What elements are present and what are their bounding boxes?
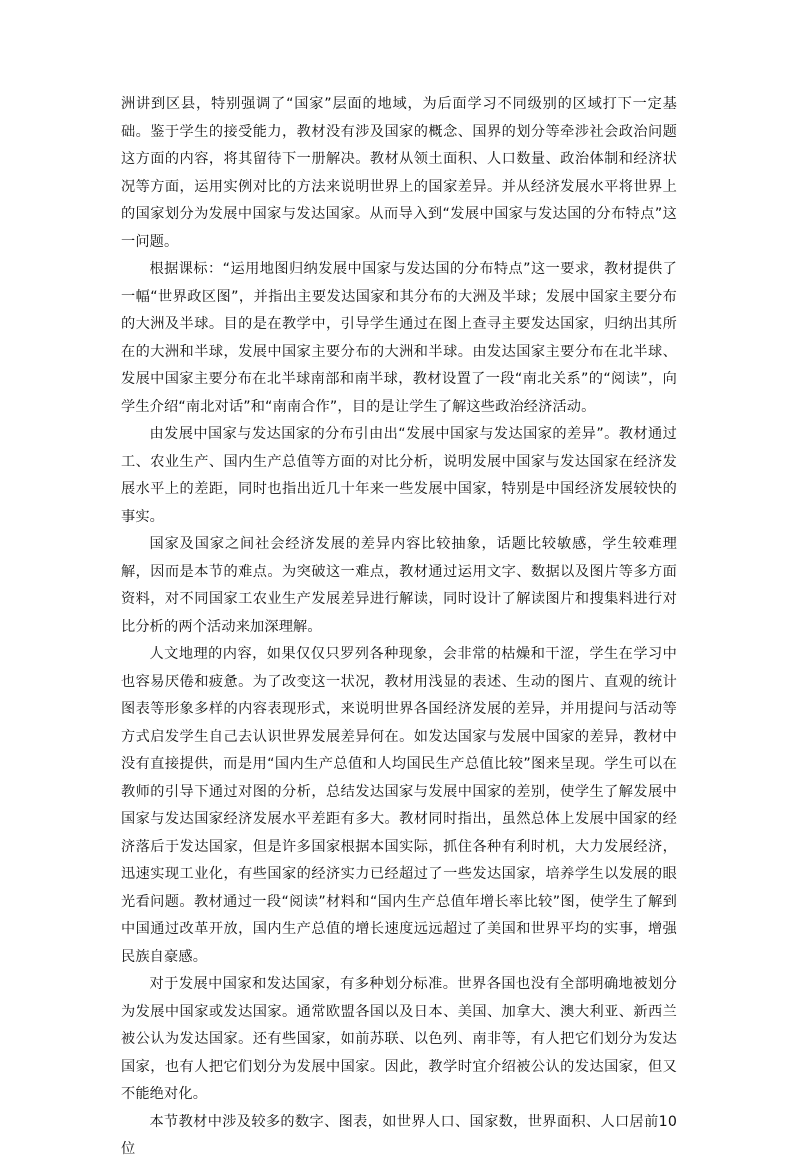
paragraph-6: 对于发展中国家和发达国家，有多种划分标准。世界各国也没有全部明确地被划分为发展中国家或发达国家。通常欧盟各国以及日本、美国、加拿大、澳大利亚、新西兰被公认为发达国家。还有些国家，如前苏联、以色列、南非等，有人把它们划分为发达国家，也有人把它们划分为发展中国家。因此，教学时宜介绍被公认的发达国家，但又不能绝对化。 bbox=[121, 976, 677, 1102]
paragraph-1: 洲讲到区县，特别强调了“国家”层面的地域，为后面学习不同级别的区域打下一定基础。鉴于学生的接受能力，教材没有涉及国家的概念、国界的划分等牵涉社会政治问题这方面的内容，将其留待下一册解决。教材从领土面积、人口数量、政治体制和经济状况等方面，运用实例对比的方法来说明世界上的国家差异。并从经济发展水平将世界上的国家划分为发展中国家与发达国家。从而导入到“发展中国家与发达国的分布特点”这一问题。 bbox=[121, 96, 677, 250]
document-body bbox=[121, 91, 677, 1164]
paragraph-3: 由发展中国家与发达国家的分布引由出“发展中国家与发达国家的差异”。教材通过工、农业生产、国内生产总值等方面的对比分析，说明发展中国家与发达国家在经济发展水平上的差距，同时也指出近几十年来一些发展中国家，特别是中国经济发展较快的事实。 bbox=[121, 426, 677, 525]
paragraph-5: 人文地理的内容，如果仅仅只罗列各种现象，会非常的枯燥和干涩，学生在学习中也容易厌倦和疲惫。为了改变这一状况，教材用浅显的表述、生动的图片、直观的统计图表等形象多样的内容表现形式，来说明世界各国经济发展的差异，并用提问与活动等方式启发学生自己去认识世界发展差异何在。如发达国家与发展中国家的差异，教材中没有直接提供，而是用“国内生产总值和人均国民生产总值比较”图来呈现。学生可以在教师的引导下通过对图的分析，总结发达国家与发展中国家的差别，使学生了解发展中国家与发达国家经济发展水平差距有多大。教材同时指出，虽然总体上发展中国家的经济落后于发达国家，但是许多国家根据本国实际，抓住各种有利时机，大力发展经济，迅速实现工业化，有些国家的经济实力已经超过了一些发达国家，培养学生以发展的眼光看问题。教材通过一段“阅读”材料和“国内生产总值年增长率比较”图，使学生了解到中国通过改革开放，国内生产总值的增长速度远远超过了美国和世界平均的实事，增强民族自豪感。 bbox=[121, 646, 677, 965]
paragraph-7: 本节教材中涉及较多的数字、图表，如世界人口、国家数，世界面积、人口居前10位 bbox=[121, 1113, 677, 1157]
paragraph-4: 国家及国家之间社会经济发展的差异内容比较抽象，话题比较敏感，学生较难理解，因而是本节的难点。为突破这一难点，教材通过运用文字、数据以及图片等多方面资料，对不同国家工农业生产发展差异进行解读，同时设计了解读图片和搜集料进行对比分析的两个活动来加深理解。 bbox=[121, 536, 677, 635]
paragraph-2: 根据课标：“运用地图归纳发展中国家与发达国的分布特点”这一要求，教材提供了一幅“世界政区图”，并指出主要发达国家和其分布的大洲及半球；发展中国家主要分布的大洲及半球。目的是在教学中，引导学生通过在图上查寻主要发达国家，归纳出其所在的大洲和半球，发展中国家主要分布的大洲和半球。由发达国家主要分布在北半球、发展中国家主要分布在北半球南部和南半球，教材设置了一段“南北关系”的“阅读”，向学生介绍“南北对话”和“南南合作”，目的是让学生了解这些政治经济活动。 bbox=[121, 261, 677, 415]
